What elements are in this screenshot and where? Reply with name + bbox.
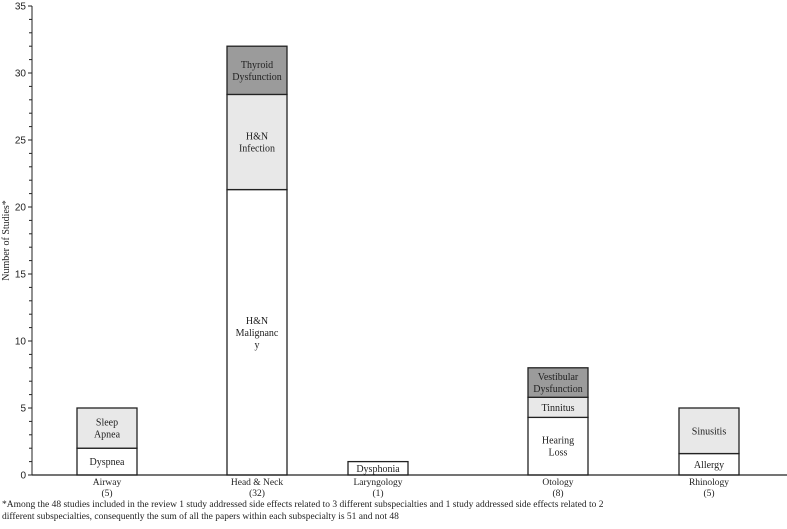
segment-label: Dysfunction [232, 71, 282, 83]
x-tick-label: Rhinology [688, 478, 730, 488]
y-tick-label: 5 [20, 403, 26, 415]
x-tick-count: (1) [372, 489, 384, 499]
y-axis-title: Number of Studies* [1, 200, 12, 281]
x-tick-count: (5) [703, 489, 715, 499]
y-tick-label: 15 [14, 269, 26, 281]
segment-label: Loss [548, 447, 568, 459]
x-tick-label: Airway [92, 478, 122, 488]
x-tick-label: Otology [542, 478, 574, 488]
x-tick-label: Laryngology [353, 478, 403, 488]
x-tick-count: (32) [249, 489, 265, 499]
y-tick-label: 30 [14, 68, 26, 80]
footnote-line-2: different subspecialties, consequently the sum of all the papers within each subspecialty is 51 and not 48 [2, 512, 399, 522]
segment-label: Sleep [95, 417, 119, 429]
segment-label: Dyspnea [89, 457, 125, 469]
x-tick-count: (5) [101, 489, 113, 499]
segment-label: Allergy [693, 459, 725, 471]
segment-label: Infection [238, 143, 276, 155]
segment-label: Dysphonia [356, 463, 400, 475]
segment-label: Vestibular [537, 372, 579, 384]
segment-label: Thyroid [240, 59, 274, 71]
y-tick-label: 20 [14, 202, 26, 214]
segment-label: Tinnitus [541, 402, 575, 414]
segment-label: Apnea [93, 429, 121, 441]
segment-label: Sinusitis [691, 426, 727, 438]
y-tick-label: 35 [14, 1, 26, 13]
x-tick-count: (8) [552, 489, 564, 499]
segment-label: Malignanc [235, 327, 279, 339]
segment-label: y [254, 339, 260, 351]
segment-label: H&N [245, 131, 269, 143]
segment-label: Dysfunction [533, 384, 583, 396]
y-tick-label: 25 [14, 135, 26, 147]
x-tick-label: Head & Neck [230, 478, 284, 488]
footnote-line-1: *Among the 48 studies included in the review 1 study addressed side effects related to 3 different subspecialties and 1 study addressed side effects related to 2 [2, 500, 604, 510]
segment-label: Hearing [541, 435, 575, 447]
y-tick-label: 10 [14, 336, 26, 348]
y-tick-label: 0 [20, 470, 26, 482]
segment-label: H&N [245, 315, 269, 327]
